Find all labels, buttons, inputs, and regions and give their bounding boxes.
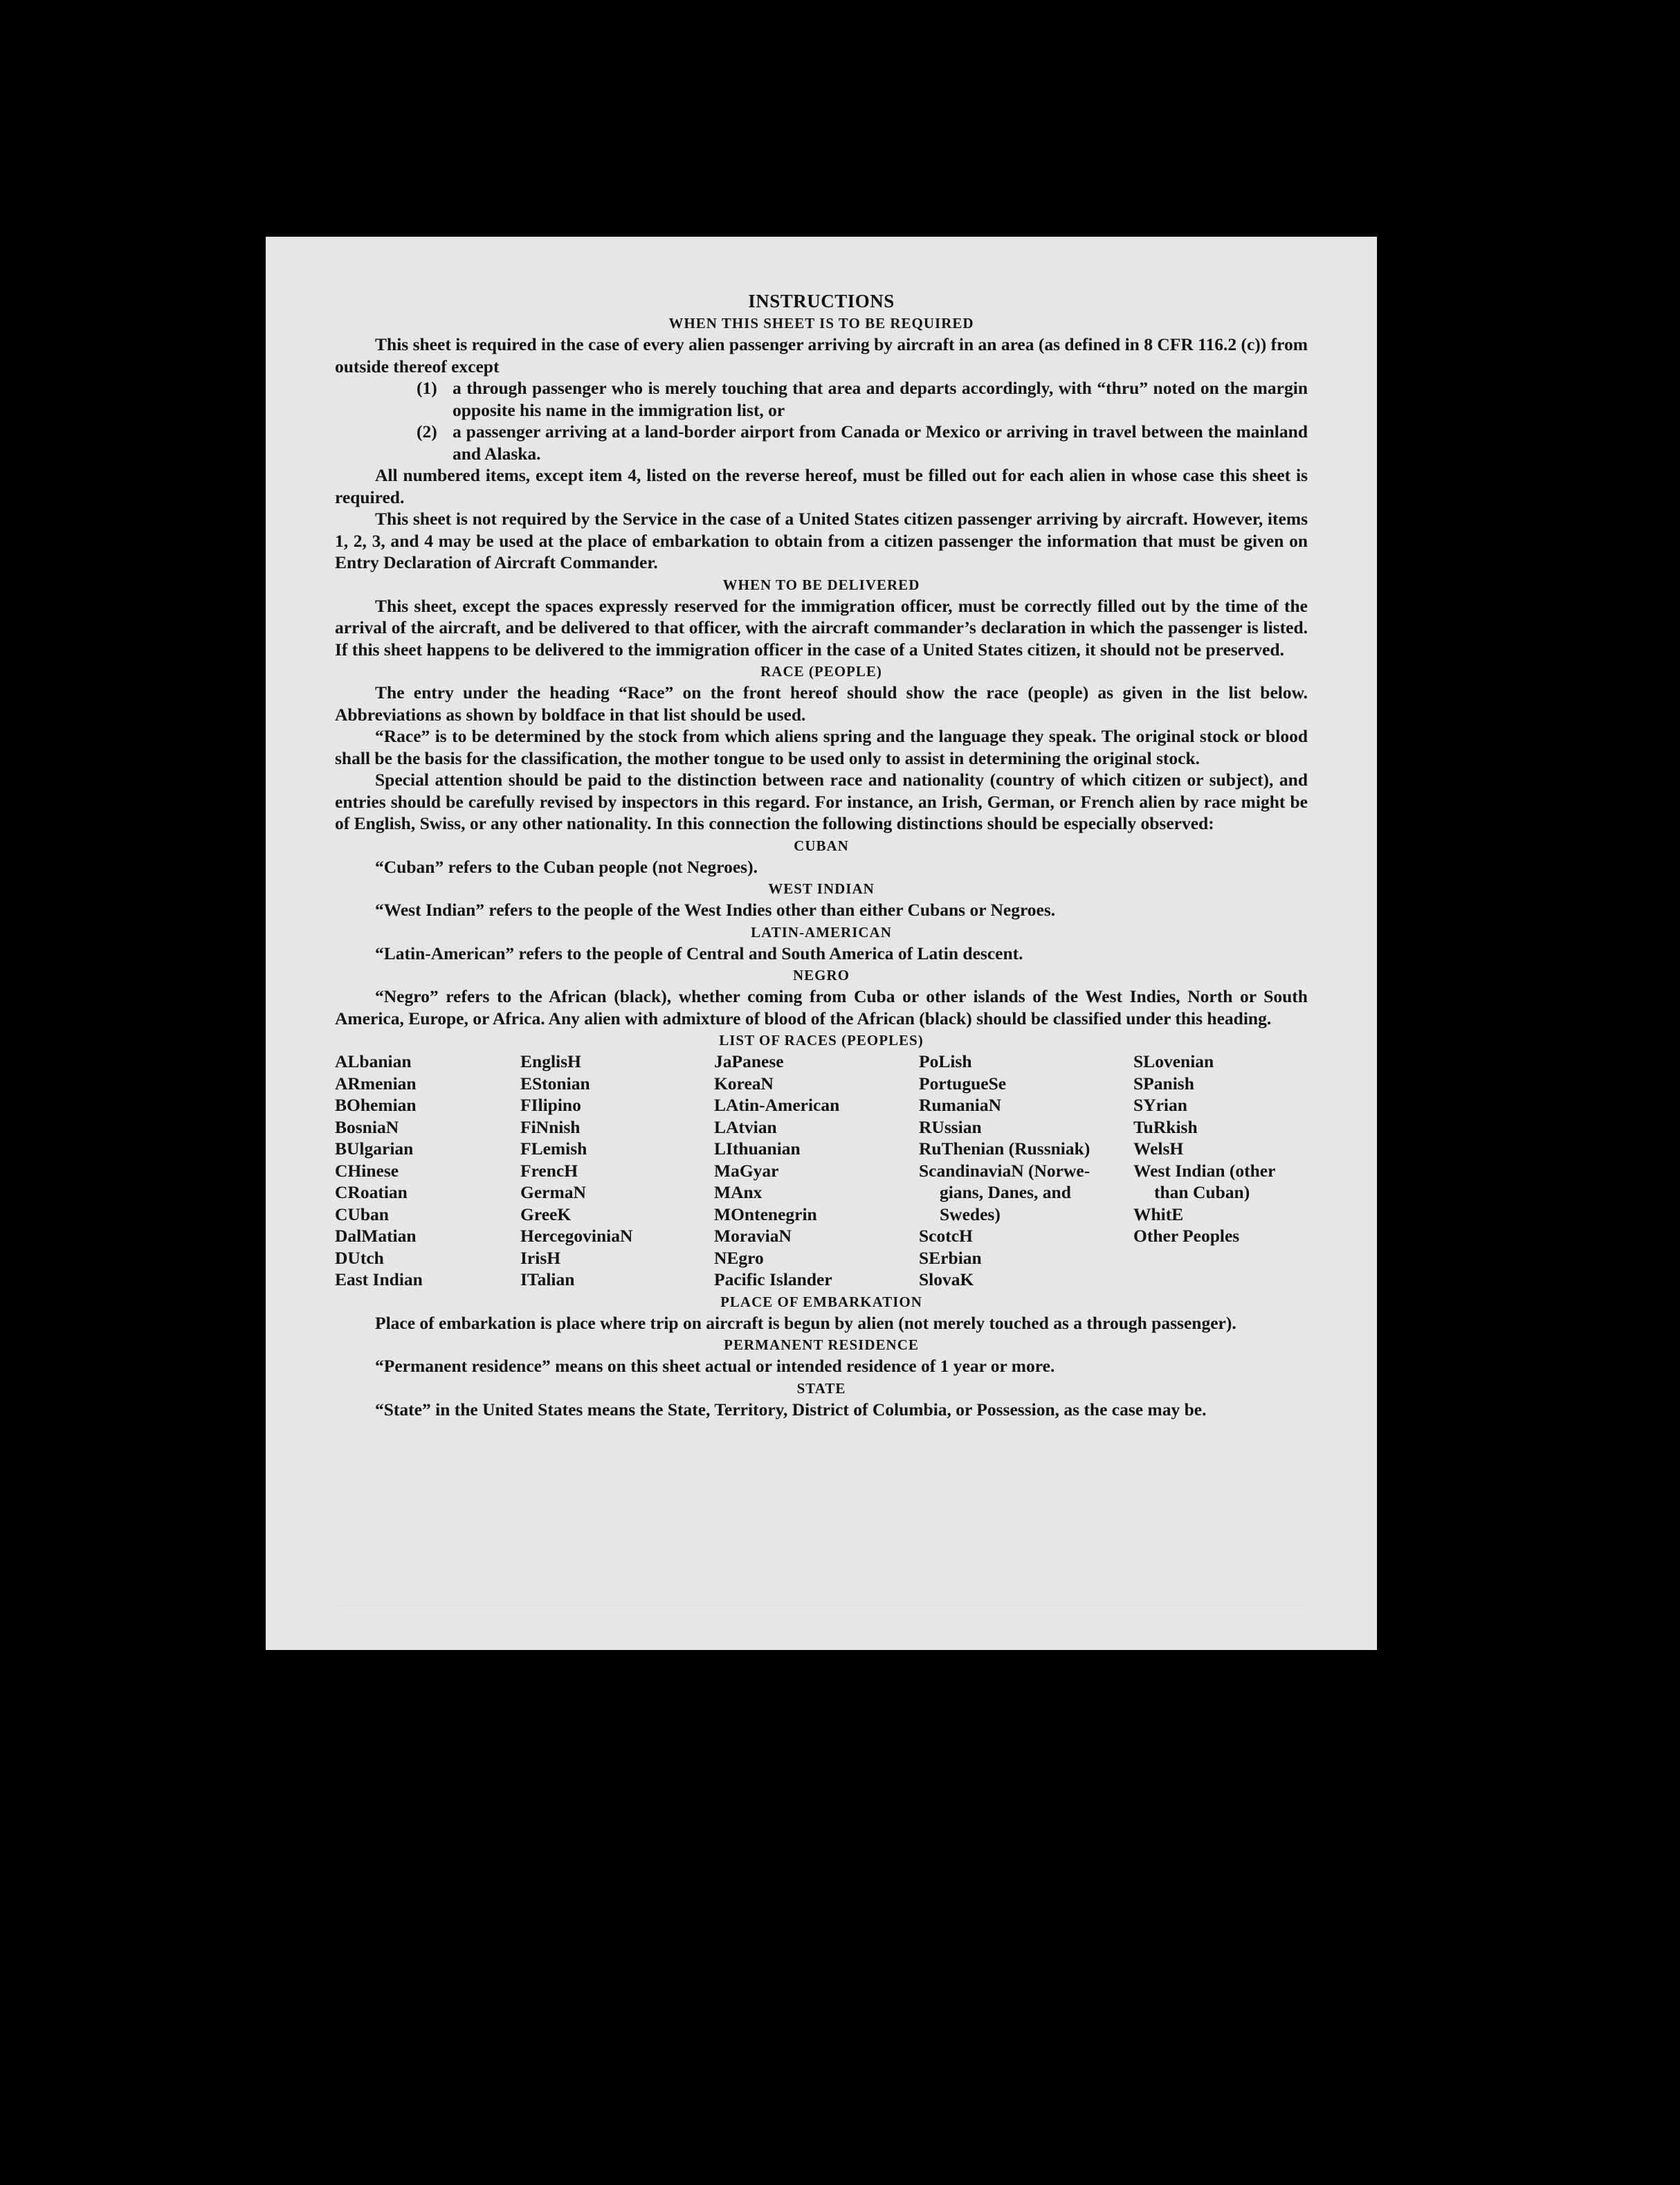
- list-item: ALbanian: [335, 1051, 412, 1071]
- paragraph: “State” in the United States means the State, Territory, District of Columbia, or Possession, as the case may be.: [375, 1399, 1207, 1420]
- list-item: TuRkish: [1133, 1116, 1198, 1137]
- list-item: KoreaN: [714, 1073, 774, 1094]
- page-title: INSTRUCTIONS: [748, 291, 895, 311]
- list-item: SlovaK: [919, 1269, 974, 1289]
- list-item: EStonian: [520, 1073, 590, 1094]
- list-item: GreeK: [520, 1204, 572, 1224]
- list-item: East Indian: [335, 1269, 423, 1289]
- item-number: (2): [417, 421, 437, 442]
- paragraph: This sheet, except the spaces expressly reserved for the immigration officer, must be correctly filled out by the time of the arrival of the aircraft, and be delivered to that officer, with the aircraft commander’s declaration in which the passenger is listed. If this sheet happens to be delivered to the immigration officer in the case of a United States citizen, it should not be preserved.: [335, 595, 1308, 660]
- heading-race: RACE (PEOPLE): [760, 663, 882, 680]
- heading-latin-american: LATIN-AMERICAN: [751, 923, 892, 941]
- race-column: [335, 1051, 506, 1291]
- race-list: [335, 1051, 1308, 1291]
- item-text: a passenger arriving at a land-border airport from Canada or Mexico or arriving in travel between the mainland and Alaska.: [453, 421, 1308, 464]
- heading-when-required: WHEN THIS SHEET IS TO BE REQUIRED: [668, 315, 974, 332]
- paragraph: The entry under the heading “Race” on the front hereof should show the race (people) as given in the list below. Abbreviations as shown by boldface in that list should be used.: [335, 682, 1308, 725]
- paragraph: Special attention should be paid to the distinction between race and nationality (country of which citizen or subject), and entries should be carefully revised by inspectors in this regard. For instance, an Irish, German, or French alien by race might be of English, Swiss, or any other nationality. In this connection the following distinctions should be especially observed:: [335, 770, 1308, 833]
- list-item: SPanish: [1133, 1073, 1194, 1094]
- paragraph: “Permanent residence” means on this sheet actual or intended residence of 1 year or more.: [375, 1356, 1055, 1376]
- heading-permanent-residence: PERMANENT RESIDENCE: [724, 1336, 919, 1353]
- race-column: [520, 1051, 700, 1291]
- paragraph: This sheet is required in the case of every alien passenger arriving by aircraft in an area (as defined in 8 CFR 116.2 (c)) from outside thereof except: [335, 334, 1308, 377]
- heading-negro: NEGRO: [792, 967, 850, 983]
- paragraph: All numbered items, except item 4, listed on the reverse hereof, must be filled out for each alien in whose case this sheet is required.: [335, 465, 1308, 507]
- list-item: Other Peoples: [1133, 1226, 1240, 1246]
- list-item: NEgro: [714, 1247, 764, 1268]
- race-column: [919, 1051, 1120, 1291]
- paragraph: “Latin-American” refers to the people of Central and South America of Latin descent.: [375, 943, 1023, 963]
- race-column: [714, 1051, 905, 1291]
- list-item: RUssian: [919, 1116, 982, 1137]
- list-item: BosniaN: [335, 1116, 399, 1137]
- list-item: FLemish: [520, 1139, 587, 1159]
- race-column: [1133, 1051, 1308, 1291]
- faint-bleed-through: [335, 1609, 1308, 1631]
- list-item: than Cuban): [1154, 1182, 1250, 1202]
- paragraph: “Negro” refers to the African (black), whether coming from Cuba or other islands of the West Indies, North or South America, Europe, or Africa. Any alien with admixture of blood of the African (black) should be classified under this heading.: [335, 986, 1308, 1028]
- list-item: [335, 421, 1308, 464]
- list-item: FIlipino: [520, 1095, 581, 1115]
- heading-embarkation: PLACE OF EMBARKATION: [720, 1293, 922, 1310]
- list-item: LAtin-American: [714, 1095, 840, 1115]
- paragraph: “Cuban” refers to the Cuban people (not Negroes).: [375, 856, 758, 877]
- list-item: SYrian: [1133, 1095, 1187, 1115]
- list-item: ITalian: [520, 1269, 575, 1289]
- list-item: DUtch: [335, 1247, 384, 1268]
- list-item: LAtvian: [714, 1116, 777, 1137]
- list-item: IrisH: [520, 1247, 561, 1268]
- list-item: RuThenian (Russniak): [919, 1139, 1090, 1159]
- list-item: [335, 377, 1308, 421]
- list-item: MaGyar: [714, 1160, 779, 1181]
- paragraph: “West Indian” refers to the people of the West Indies other than either Cubans or Negroes.: [375, 900, 1056, 920]
- list-item: MAnx: [714, 1182, 763, 1202]
- list-item: ARmenian: [335, 1073, 417, 1094]
- document-page: [266, 237, 1377, 1650]
- list-item: RumaniaN: [919, 1095, 1002, 1115]
- paragraph: “Race” is to be determined by the stock from which aliens spring and the language they speak. The original stock or blood shall be the basis for the classification, the mother tongue to be used only to assist in determining the original stock.: [335, 726, 1308, 768]
- list-item: GermaN: [520, 1182, 586, 1202]
- list-item: FrencH: [520, 1160, 578, 1181]
- list-item: WelsH: [1133, 1139, 1184, 1159]
- list-item: PortugueSe: [919, 1073, 1007, 1094]
- heading-state: STATE: [796, 1379, 846, 1397]
- list-item: SErbian: [919, 1247, 982, 1268]
- list-item: ScotcH: [919, 1226, 973, 1246]
- list-item: MOntenegrin: [714, 1204, 817, 1224]
- list-item: CHinese: [335, 1160, 399, 1181]
- list-item: FiNnish: [520, 1116, 581, 1137]
- heading-when-delivered: WHEN TO BE DELIVERED: [722, 576, 920, 593]
- list-item: Swedes): [940, 1204, 1001, 1224]
- list-item: DalMatian: [335, 1226, 417, 1246]
- list-item: ScandinaviaN (Norwe-: [919, 1160, 1090, 1181]
- list-item: SLovenian: [1133, 1051, 1214, 1071]
- paragraph: Place of embarkation is place where trip on aircraft is begun by alien (not merely touched as a through passenger).: [375, 1312, 1236, 1333]
- list-item: JaPanese: [714, 1051, 784, 1071]
- list-item: West Indian (other: [1133, 1160, 1276, 1181]
- list-item: BOhemian: [335, 1095, 417, 1115]
- list-item: Pacific Islander: [714, 1269, 832, 1289]
- heading-west-indian: WEST INDIAN: [768, 880, 875, 897]
- list-item: WhitE: [1133, 1204, 1184, 1224]
- list-item: HercegoviniaN: [520, 1226, 633, 1246]
- list-item: LIthuanian: [714, 1139, 801, 1159]
- list-item: gians, Danes, and: [940, 1182, 1071, 1202]
- heading-list-of-races: LIST OF RACES (PEOPLES): [719, 1032, 924, 1049]
- list-item: EnglisH: [520, 1051, 581, 1071]
- list-item: CRoatian: [335, 1182, 408, 1202]
- list-item: MoraviaN: [714, 1226, 792, 1246]
- item-text: a through passenger who is merely touching that area and departs accordingly, with “thru” noted on the margin opposite his name in the immigration list, or: [453, 378, 1308, 420]
- paragraph: This sheet is not required by the Service in the case of a United States citizen passenger arriving by aircraft. However, items 1, 2, 3, and 4 may be used at the place of embarkation to obtain from a citizen passenger the information that must be given on Entry Declaration of Aircraft Commander.: [335, 509, 1308, 572]
- heading-cuban: CUBAN: [794, 837, 849, 854]
- list-item: BUlgarian: [335, 1139, 414, 1159]
- list-item: PoLish: [919, 1051, 972, 1071]
- list-item: CUban: [335, 1204, 389, 1224]
- item-number: (1): [417, 378, 437, 398]
